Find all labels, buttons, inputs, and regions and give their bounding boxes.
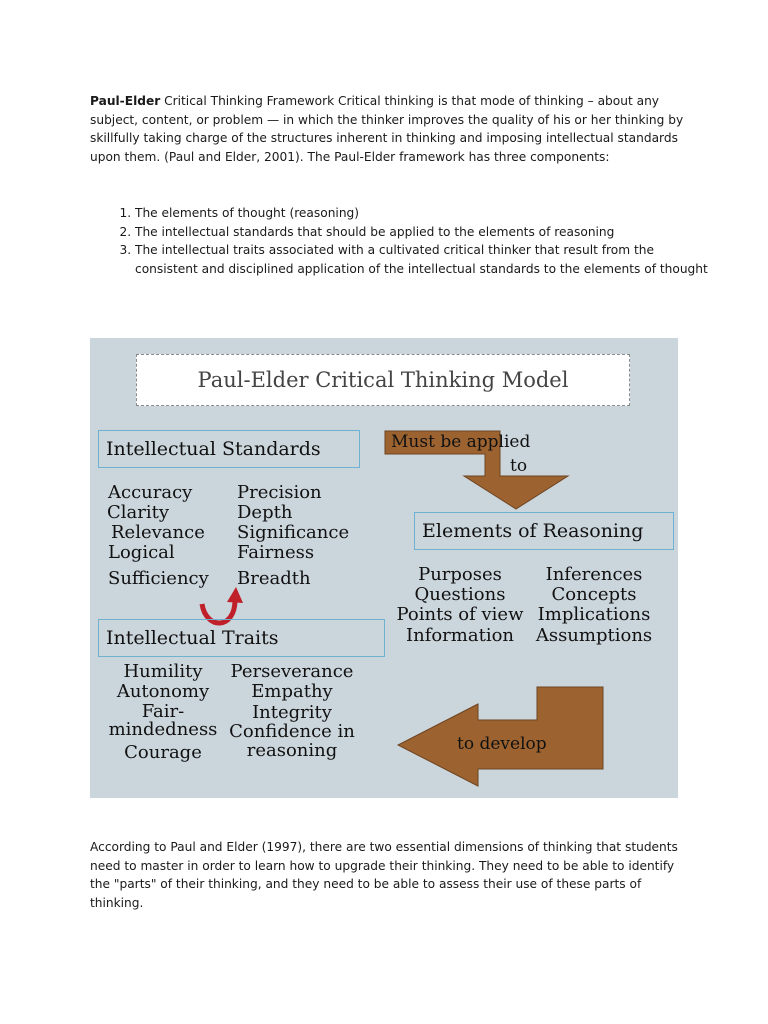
- curved-red-arrowhead: [227, 587, 243, 603]
- standards-heading-box: [98, 430, 360, 468]
- list-item: 1. The elements of thought (reasoning): [135, 204, 715, 223]
- components-list: [90, 204, 715, 278]
- trait-item: Integrity: [252, 702, 332, 723]
- element-item: Implications: [537, 604, 651, 625]
- trait-item: reasoning: [246, 740, 338, 761]
- applied-arrow-label-line1: Must be applied: [391, 432, 531, 452]
- applied-arrow-label-line2: to: [510, 456, 528, 476]
- trait-item: mindedness: [108, 719, 218, 740]
- standards-heading: Intellectual Standards: [106, 438, 321, 460]
- outro-paragraph: According to Paul and Elder (1997), there are two essential dimensions of thinking that students need to master in order to learn how to upgrade their thinking. They need to be able to identify the "parts" of their thinking, and they need to be able to assess their use of these parts of thinking.: [90, 840, 678, 910]
- trait-item: Autonomy: [116, 681, 210, 702]
- standard-item: Depth: [237, 502, 293, 523]
- element-item: Concepts: [551, 584, 637, 605]
- intro-text: Critical Thinking Framework Critical thinking is that mode of thinking – about any subject, content, or problem — in which the thinker improves the quality of his or her thinking by skillfully taking charge of the structures inherent in thinking and imposing intellectual standards upon them. (Paul and Elder, 2001). The Paul-Elder framework has three components:: [90, 94, 684, 164]
- standard-item: Significance: [237, 522, 350, 543]
- element-item: Points of view: [396, 604, 524, 625]
- standard-item: Accuracy: [108, 482, 193, 503]
- trait-item: Humility: [123, 661, 203, 682]
- standard-item: Sufficiency: [108, 568, 209, 589]
- element-item: Information: [405, 625, 515, 646]
- element-item: Inferences: [545, 564, 643, 585]
- model-title: Paul-Elder Critical Thinking Model: [197, 368, 569, 392]
- trait-item: Confidence in: [229, 721, 355, 742]
- element-item: Questions: [414, 584, 506, 605]
- develop-arrow-label: to develop: [457, 734, 547, 754]
- standard-item: Precision: [237, 482, 322, 503]
- element-item: Assumptions: [535, 625, 653, 646]
- standard-item: Logical: [108, 542, 175, 563]
- elements-heading: Elements of Reasoning: [422, 520, 644, 542]
- intro-paragraph: [90, 92, 690, 166]
- standard-item: Breadth: [237, 568, 311, 589]
- element-item: Purposes: [418, 564, 502, 585]
- list-item: 2. The intellectual standards that should be applied to the elements of reasoning: [135, 223, 715, 242]
- intro-bold-lead: Paul-Elder: [90, 94, 161, 108]
- trait-item: Courage: [124, 742, 202, 763]
- trait-item: Empathy: [251, 681, 333, 702]
- list-item: 3. The intellectual traits associated with a cultivated critical thinker that result from the consistent and disciplined application of the intellectual standards to the elements of thought: [135, 241, 715, 278]
- trait-item: Perseverance: [230, 661, 354, 682]
- trait-item: Fair-: [141, 701, 185, 722]
- paul-elder-diagram: [90, 338, 678, 798]
- standard-item: Clarity: [107, 502, 170, 523]
- standard-item: Relevance: [111, 522, 205, 543]
- model-title-box: [136, 354, 630, 406]
- traits-heading-box: [98, 619, 385, 657]
- standard-item: Fairness: [237, 542, 315, 563]
- elements-heading-box: [414, 512, 674, 550]
- traits-heading: Intellectual Traits: [106, 627, 279, 649]
